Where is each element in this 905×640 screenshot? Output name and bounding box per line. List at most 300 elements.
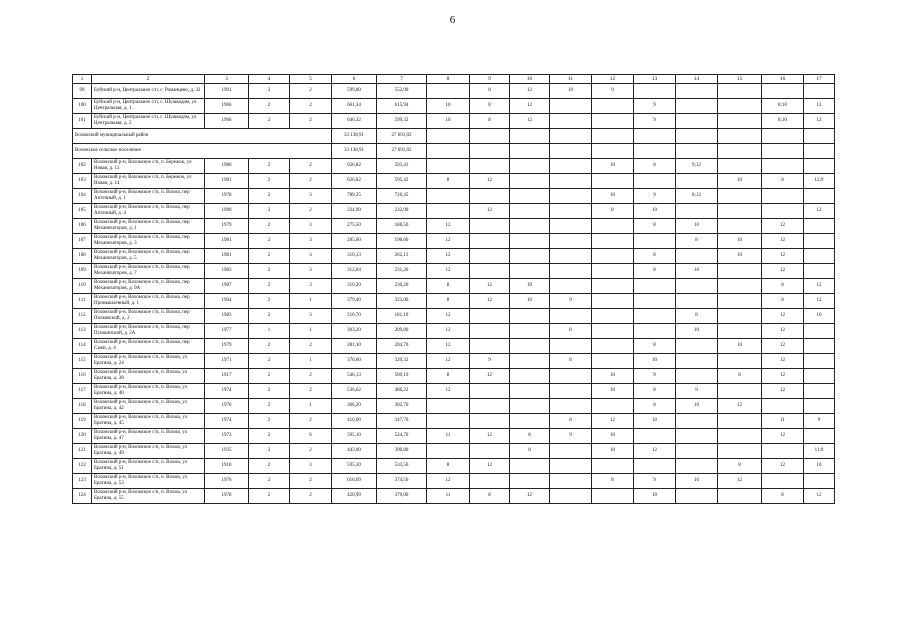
row-cell: 12: [427, 264, 470, 279]
row-cell: 12: [762, 219, 804, 234]
row-number: 119: [73, 414, 92, 429]
row-cell: 10: [550, 84, 592, 99]
empty-cell: [804, 129, 835, 144]
row-cell: 366,20: [332, 399, 377, 414]
row-cell: 1971: [205, 354, 249, 369]
row-cell: [592, 219, 634, 234]
row-cell: 9: [676, 384, 718, 399]
row-cell: 9;12: [676, 159, 718, 174]
row-cell: [550, 204, 592, 219]
row-cell: [634, 294, 676, 309]
row-cell: 10: [676, 219, 718, 234]
row-cell: [550, 114, 592, 129]
table-row: [73, 189, 835, 204]
row-cell: 2: [249, 339, 290, 354]
row-cell: [676, 114, 718, 129]
row-cell: [510, 354, 550, 369]
row-cell: 8: [427, 174, 470, 189]
row-cell: [470, 249, 510, 264]
row-cell: 12: [634, 444, 676, 459]
row-cell: 1935: [205, 444, 249, 459]
row-cell: 626,82: [332, 174, 377, 189]
summary-total-7: 27 691,02: [377, 129, 427, 144]
row-cell: 12: [762, 309, 804, 324]
row-cell: [550, 489, 592, 504]
row-cell: 12: [762, 234, 804, 249]
row-address: Вохомский р-н, Вохомское с/п, п. Вохма, пер Механизаторов, д. 5: [92, 249, 205, 264]
row-cell: [592, 99, 634, 114]
row-cell: 10: [718, 249, 762, 264]
row-cell: [676, 204, 718, 219]
table-row: [73, 309, 835, 324]
row-cell: [592, 399, 634, 414]
empty-cell: [676, 129, 718, 144]
row-cell: [676, 444, 718, 459]
row-cell: [470, 444, 510, 459]
row-cell: [804, 429, 835, 444]
row-cell: 10: [592, 384, 634, 399]
row-cell: 10: [592, 444, 634, 459]
row-cell: 230,20: [377, 279, 427, 294]
table-row: [73, 444, 835, 459]
row-cell: [592, 174, 634, 189]
row-cell: [718, 219, 762, 234]
row-cell: [550, 219, 592, 234]
row-cell: [804, 159, 835, 174]
row-cell: [762, 399, 804, 414]
row-number: 103: [73, 174, 92, 189]
row-cell: 12: [510, 84, 550, 99]
row-cell: [634, 174, 676, 189]
table-row: [73, 429, 835, 444]
row-cell: 9: [804, 414, 835, 429]
row-number: 122: [73, 459, 92, 474]
row-cell: [718, 99, 762, 114]
empty-cell: [718, 129, 762, 144]
row-cell: 12;9: [804, 174, 835, 189]
row-number: 116: [73, 369, 92, 384]
row-cell: 10: [510, 294, 550, 309]
row-cell: 1974: [205, 414, 249, 429]
row-number: 112: [73, 309, 92, 324]
row-cell: 1983: [205, 264, 249, 279]
row-address: Вохомский р-н, Вохомское с/п, п. Бережок, ул Новая, д. 14: [92, 174, 205, 189]
row-address: Вохомский р-н, Вохомское с/п, п. Вохма, ул Брагина, д. 51: [92, 459, 205, 474]
row-cell: 2: [290, 444, 332, 459]
row-cell: [634, 309, 676, 324]
header-cell: 17: [804, 75, 835, 84]
row-address: Вохомский р-н, Вохомское с/п, п. Вохма, ул Брагина, д. 55: [92, 489, 205, 504]
row-cell: [676, 339, 718, 354]
row-cell: [762, 84, 804, 99]
summary-total-6: 33 138,91: [332, 144, 377, 159]
row-cell: [718, 189, 762, 204]
row-cell: 486,22: [377, 384, 427, 399]
row-cell: 1986: [205, 159, 249, 174]
row-cell: [718, 414, 762, 429]
row-cell: 12: [762, 324, 804, 339]
row-cell: [550, 369, 592, 384]
table-row: [73, 414, 835, 429]
row-cell: 12: [470, 204, 510, 219]
row-cell: [762, 189, 804, 204]
row-cell: 181,10: [377, 309, 427, 324]
row-cell: [676, 429, 718, 444]
row-cell: [676, 459, 718, 474]
row-cell: 2: [249, 354, 290, 369]
row-cell: 10: [592, 189, 634, 204]
row-cell: [550, 474, 592, 489]
row-cell: 204,70: [377, 339, 427, 354]
row-number: 114: [73, 339, 92, 354]
row-cell: [676, 279, 718, 294]
row-cell: 12: [427, 309, 470, 324]
row-cell: 1973: [205, 429, 249, 444]
header-cell: 15: [718, 75, 762, 84]
row-cell: [804, 384, 835, 399]
row-number: 123: [73, 474, 92, 489]
row-cell: 8: [510, 429, 550, 444]
row-cell: [550, 174, 592, 189]
row-cell: [676, 354, 718, 369]
row-cell: 1981: [205, 174, 249, 189]
row-address: Буйский р-н, Центральное с/п, с. Шушкодом, ул Центральная, д. 2: [92, 114, 205, 129]
row-cell: 12: [470, 459, 510, 474]
row-cell: [634, 429, 676, 444]
row-cell: 8: [634, 249, 676, 264]
row-cell: 2: [249, 204, 290, 219]
row-cell: 2: [290, 114, 332, 129]
row-cell: [510, 189, 550, 204]
row-cell: 8;10: [762, 114, 804, 129]
row-cell: 6: [290, 429, 332, 444]
table-row: [73, 294, 835, 309]
row-cell: [592, 294, 634, 309]
row-cell: 320,32: [377, 354, 427, 369]
table-row: [73, 114, 835, 129]
header-cell: 3: [205, 75, 249, 84]
row-cell: 2: [249, 384, 290, 399]
header-cell: 11: [550, 75, 592, 84]
row-cell: [676, 369, 718, 384]
row-cell: 1978: [205, 189, 249, 204]
row-cell: 12: [510, 114, 550, 129]
row-address: Вохомский р-н, Вохомское с/п, п. Вохма, пер Полковский, д. 2: [92, 309, 205, 324]
row-cell: [427, 414, 470, 429]
row-address: Вохомский р-н, Вохомское с/п, п. Вохма, пер Аптечный, д. 4: [92, 204, 205, 219]
row-cell: 2: [249, 459, 290, 474]
row-cell: 310,20: [332, 279, 377, 294]
row-number: 111: [73, 294, 92, 309]
row-cell: 1987: [205, 279, 249, 294]
empty-cell: [427, 144, 470, 159]
row-cell: [510, 324, 550, 339]
row-cell: 10: [592, 369, 634, 384]
row-cell: [427, 159, 470, 174]
row-cell: [470, 474, 510, 489]
row-cell: [550, 189, 592, 204]
row-cell: 595,10: [332, 459, 377, 474]
table-row: [73, 384, 835, 399]
row-cell: [550, 384, 592, 399]
row-cell: 379,40: [332, 294, 377, 309]
row-cell: 536,62: [332, 384, 377, 399]
row-cell: 2: [249, 429, 290, 444]
row-cell: 9: [634, 474, 676, 489]
row-cell: 10: [676, 324, 718, 339]
row-cell: 262,13: [377, 249, 427, 264]
row-cell: 8: [762, 294, 804, 309]
row-cell: 3: [290, 264, 332, 279]
row-cell: 10: [510, 279, 550, 294]
row-cell: 8: [634, 399, 676, 414]
row-cell: [592, 114, 634, 129]
header-cell: 9: [470, 75, 510, 84]
table-row: [73, 279, 835, 294]
row-cell: 2: [249, 84, 290, 99]
row-cell: 12: [510, 489, 550, 504]
empty-cell: [427, 129, 470, 144]
table-row: [73, 84, 835, 99]
row-cell: 1: [290, 324, 332, 339]
row-cell: 12: [762, 459, 804, 474]
row-number: 115: [73, 354, 92, 369]
row-cell: 2: [249, 99, 290, 114]
row-cell: 10: [676, 264, 718, 279]
row-cell: 10: [718, 234, 762, 249]
row-cell: [470, 234, 510, 249]
row-cell: [510, 249, 550, 264]
empty-cell: [804, 144, 835, 159]
row-cell: [718, 84, 762, 99]
row-cell: 12: [804, 489, 835, 504]
row-cell: 8: [592, 204, 634, 219]
row-cell: 2: [249, 444, 290, 459]
row-cell: 2: [249, 264, 290, 279]
row-cell: [510, 459, 550, 474]
table-row: [73, 99, 835, 114]
table-row: [73, 489, 835, 504]
row-cell: 3: [290, 249, 332, 264]
row-cell: [634, 234, 676, 249]
row-cell: 12: [427, 384, 470, 399]
row-cell: 10: [804, 309, 835, 324]
row-cell: [762, 444, 804, 459]
row-cell: [718, 489, 762, 504]
row-cell: [550, 159, 592, 174]
row-cell: 1: [290, 294, 332, 309]
row-cell: 10: [634, 489, 676, 504]
row-cell: 8: [550, 354, 592, 369]
row-cell: 209,80: [377, 324, 427, 339]
row-cell: 9: [634, 99, 676, 114]
row-cell: 10: [427, 114, 470, 129]
row-address: Вохомский р-н, Вохомское с/п, п. Вохма, ул Брагина, д. 24: [92, 354, 205, 369]
row-cell: 2: [249, 189, 290, 204]
row-cell: [592, 324, 634, 339]
row-cell: 10: [804, 459, 835, 474]
row-cell: 12: [762, 384, 804, 399]
row-number: 106: [73, 219, 92, 234]
row-cell: 10: [676, 399, 718, 414]
row-cell: [762, 204, 804, 219]
row-cell: 2: [249, 414, 290, 429]
row-cell: [804, 339, 835, 354]
row-cell: 2: [249, 294, 290, 309]
row-number: 107: [73, 234, 92, 249]
row-cell: 302,70: [377, 399, 427, 414]
row-cell: 2: [290, 159, 332, 174]
row-address: Вохомский р-н, Вохомское с/п, п. Вохма, ул Брагина, д. 45: [92, 414, 205, 429]
row-cell: 2: [290, 174, 332, 189]
row-cell: 323,00: [377, 294, 427, 309]
summary-total-7: 27 691,02: [377, 144, 427, 159]
empty-cell: [470, 144, 510, 159]
row-cell: [718, 204, 762, 219]
row-cell: 616,09: [332, 474, 377, 489]
row-cell: 1977: [205, 324, 249, 339]
row-cell: 12: [762, 264, 804, 279]
empty-cell: [718, 144, 762, 159]
row-cell: 2: [249, 279, 290, 294]
row-cell: 1918: [205, 459, 249, 474]
row-cell: 12: [718, 474, 762, 489]
row-cell: 347,70: [377, 414, 427, 429]
row-cell: [804, 369, 835, 384]
row-cell: 232,00: [377, 204, 427, 219]
row-cell: [676, 489, 718, 504]
header-cell: 7: [377, 75, 427, 84]
table-row: [73, 459, 835, 474]
row-cell: 12: [762, 369, 804, 384]
empty-cell: [550, 129, 592, 144]
row-number: 121: [73, 444, 92, 459]
row-cell: [718, 294, 762, 309]
row-cell: 12: [804, 294, 835, 309]
row-cell: [550, 399, 592, 414]
row-cell: [592, 489, 634, 504]
row-cell: [510, 384, 550, 399]
row-cell: [718, 114, 762, 129]
row-number: 101: [73, 114, 92, 129]
row-cell: [550, 309, 592, 324]
empty-cell: [634, 144, 676, 159]
row-cell: 410,00: [332, 414, 377, 429]
row-cell: 3: [290, 219, 332, 234]
empty-cell: [592, 144, 634, 159]
row-cell: 10: [634, 354, 676, 369]
row-cell: 12: [427, 354, 470, 369]
row-cell: 12: [592, 414, 634, 429]
row-cell: 11: [762, 414, 804, 429]
row-cell: [634, 324, 676, 339]
row-cell: 275,50: [332, 219, 377, 234]
row-cell: [510, 159, 550, 174]
row-cell: 3: [290, 309, 332, 324]
row-cell: 8;10: [762, 99, 804, 114]
row-cell: 1979: [205, 339, 249, 354]
row-cell: 8: [427, 279, 470, 294]
row-cell: [470, 309, 510, 324]
row-cell: 12: [762, 429, 804, 444]
row-number: 118: [73, 399, 92, 414]
row-cell: [762, 159, 804, 174]
empty-cell: [762, 129, 804, 144]
table-row: [73, 474, 835, 489]
row-cell: 1917: [205, 369, 249, 384]
row-cell: 3: [290, 234, 332, 249]
row-cell: 2: [290, 489, 332, 504]
row-number: 100: [73, 99, 92, 114]
row-cell: 8: [592, 474, 634, 489]
row-cell: [762, 474, 804, 489]
row-cell: [718, 384, 762, 399]
row-cell: 1966: [205, 99, 249, 114]
row-number: 102: [73, 159, 92, 174]
row-cell: 595,42: [377, 174, 427, 189]
row-cell: 1979: [205, 219, 249, 234]
summary-label: Вохомский муниципальный район: [73, 129, 332, 144]
row-cell: 2: [290, 339, 332, 354]
row-cell: 1: [249, 324, 290, 339]
row-cell: 8: [427, 459, 470, 474]
row-cell: 12: [427, 234, 470, 249]
table-row: [73, 204, 835, 219]
row-cell: 12: [804, 99, 835, 114]
table-row: [73, 369, 835, 384]
row-address: Вохомский р-н, Вохомское с/п, п. Вохма, ул Брагина, д. 47: [92, 429, 205, 444]
row-cell: 1: [290, 354, 332, 369]
row-cell: 12: [427, 324, 470, 339]
row-address: Вохомский р-н, Вохомское с/п, п. Вохма, пер Аптечный, д. 1: [92, 189, 205, 204]
row-number: 108: [73, 249, 92, 264]
row-cell: [427, 84, 470, 99]
row-cell: [470, 159, 510, 174]
row-cell: 11;9: [804, 444, 835, 459]
row-number: 124: [73, 489, 92, 504]
row-cell: [718, 324, 762, 339]
row-cell: 12: [427, 219, 470, 234]
row-cell: 231,20: [377, 264, 427, 279]
row-cell: 9: [634, 369, 676, 384]
row-cell: 1990: [205, 204, 249, 219]
row-cell: 3: [290, 279, 332, 294]
header-cell: 16: [762, 75, 804, 84]
row-cell: [470, 324, 510, 339]
row-address: Буйский р-н, Центральное с/п, с. Романцево, д. 32: [92, 84, 205, 99]
row-cell: [427, 399, 470, 414]
summary-row: [73, 144, 835, 159]
row-cell: [804, 399, 835, 414]
row-cell: 1991: [205, 84, 249, 99]
row-cell: 1978: [205, 489, 249, 504]
row-cell: 12: [470, 294, 510, 309]
row-cell: [676, 249, 718, 264]
row-cell: 1974: [205, 384, 249, 399]
table-row: [73, 249, 835, 264]
row-address: Вохомский р-н, Вохомское с/п, п. Вохма, пер Механизаторов, д. 3: [92, 234, 205, 249]
row-cell: [470, 339, 510, 354]
row-cell: 8: [634, 159, 676, 174]
row-cell: 324,90: [332, 204, 377, 219]
row-cell: 8: [634, 219, 676, 234]
row-cell: 1981: [205, 249, 249, 264]
row-cell: 285,00: [332, 234, 377, 249]
row-cell: 1981: [205, 234, 249, 249]
table-row: [73, 234, 835, 249]
row-number: 104: [73, 189, 92, 204]
row-cell: [550, 459, 592, 474]
